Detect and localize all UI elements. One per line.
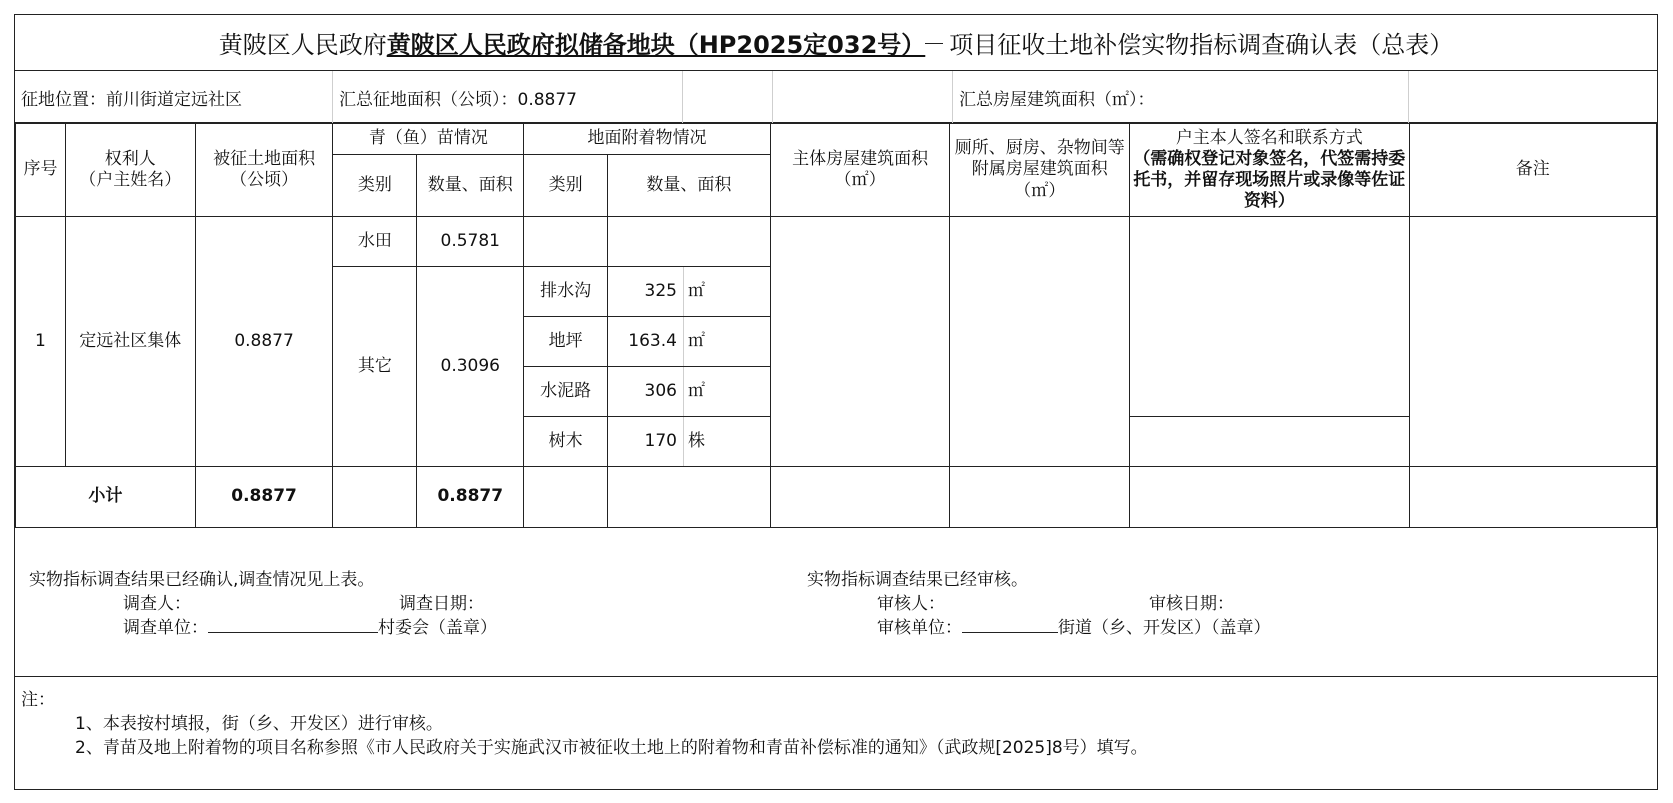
review-unit-blank[interactable] [962,616,1058,633]
reviewer-label: 审核人： [877,594,945,614]
row-sign[interactable] [1130,217,1409,417]
header-main-house-label: 主体房屋建筑面积 [792,148,929,169]
header-attach-qty: 数量、面积 [608,155,771,217]
note-item-1: 1、本表按村填报，街（乡、开发区）进行审核。 [75,714,443,734]
crop-type-cell: 水田 [333,217,417,267]
attach-qty-cell [608,217,771,267]
row-sign-extra[interactable] [1130,417,1409,467]
attach-type-cell: 水泥路 [524,367,608,417]
subtotal-aux-house [950,467,1130,528]
subtotal-crops-type [333,467,417,528]
investigate-unit-row [123,613,497,638]
header-crops-type: 类别 [333,155,417,217]
signature-block [15,547,1657,677]
header-land-area-label: 被征土地面积 [213,148,316,169]
info-row [15,71,1657,123]
attach-type-cell [524,217,608,267]
street-seal-label: 街道（乡、开发区）（盖章） [1058,618,1271,638]
header-sign-label: 户主本人签名和联系方式 [1175,127,1363,148]
attach-qty-cell: 170 [608,417,684,467]
subtotal-crops-qty: 0.8877 [417,467,524,528]
header-crops-qty: 数量、面积 [417,155,524,217]
row-main-house [770,217,950,467]
attach-qty-cell: 163.4 [608,317,684,367]
subtotal-land-area: 0.8877 [195,467,333,528]
village-seal-label: 村委会（盖章） [378,618,497,638]
attach-type-cell: 排水沟 [524,267,608,317]
note-item-2: 2、青苗及地上附着物的项目名称参照《市人民政府关于实施武汉市被征收土地上的附着物和青苗补偿标准的通知》（武政规[2025]8号）填写。 [75,738,1148,758]
title-underline-gap [925,42,943,44]
review-unit-row [877,613,1271,638]
subtotal-label: 小计 [16,467,196,528]
header-main-house-unit: （㎡） [834,170,886,190]
attach-unit-cell: ㎡ [683,317,770,367]
total-area-cell [333,71,683,123]
header-aux-house [950,124,1130,217]
header-main-house [770,124,950,217]
header-owner [65,124,195,217]
header-crops: 青（鱼）苗情况 [333,124,524,155]
info-empty-cell-3 [1409,71,1657,123]
title-project: 黄陂区人民政府拟储备地块（HP2025定032号） [386,31,926,59]
attach-type-cell: 地坪 [524,317,608,367]
header-attach-type: 类别 [524,155,608,217]
info-empty-cell [683,71,773,123]
header-sign [1130,124,1409,217]
attach-unit-cell: 株 [683,417,770,467]
location-cell [15,71,333,123]
subtotal-sign [1130,467,1409,528]
title-suffix: 项目征收土地补偿实物指标调查确认表（总表） [949,31,1454,59]
subtotal-attach-qty [608,467,771,528]
total-area-text: 汇总征地面积（公顷）：0.8877 [339,89,577,110]
notes-label: 注： [21,690,55,710]
left-confirm-text: 实物指标调查结果已经确认,调查情况见上表。 [29,570,375,590]
location-text: 征地位置：前川街道定远社区 [21,89,242,110]
header-owner-label: 权利人 [104,148,156,169]
investigate-date-label: 调查日期： [399,594,484,614]
header-aux-house-label: 厕所、厨房、杂物间等附属房屋建筑面积 [954,138,1125,180]
row-aux-house [950,217,1130,467]
review-unit-label: 审核单位： [877,618,962,638]
header-aux-house-unit: （㎡） [1014,180,1066,201]
attach-type-cell: 树木 [524,417,608,467]
row-owner: 定远社区集体 [65,217,195,467]
title-prefix: 黄陂区人民政府 [218,31,387,59]
notes-block [15,677,1657,789]
attach-qty-cell: 325 [608,267,684,317]
investigator-label: 调查人： [123,594,191,614]
subtotal-remark [1409,467,1657,528]
header-seq: 序号 [16,124,66,217]
info-empty-cell-2 [773,71,953,123]
row-land-area: 0.8877 [195,217,333,467]
review-date-label: 审核日期： [1149,594,1234,614]
header-attach: 地面附着物情况 [524,124,771,155]
header-remark: 备注 [1409,124,1657,217]
crop-qty-cell: 0.3096 [417,267,524,467]
header-land-area-sub: （公顷） [230,170,299,190]
subtotal-attach-type [524,467,608,528]
crop-qty-cell: 0.5781 [417,217,524,267]
attach-unit-cell: ㎡ [683,367,770,417]
investigate-unit-blank[interactable] [208,616,378,633]
total-building-text: 汇总房屋建筑面积（㎡）： [959,89,1155,110]
row-remark [1409,217,1657,467]
attach-unit-cell: ㎡ [683,267,770,317]
document-title [15,15,1657,71]
row-seq: 1 [16,217,66,467]
header-sign-note: （需确权登记对象签名，代签需持委托书，并留存现场照片或录像等佐证资料） [1133,148,1406,212]
right-confirm-text: 实物指标调查结果已经审核。 [807,570,1028,590]
attach-qty-cell: 306 [608,367,684,417]
header-owner-sub: （户主姓名） [79,170,182,190]
header-land-area [195,124,333,217]
crop-type-cell: 其它 [333,267,417,467]
subtotal-main-house [770,467,950,528]
survey-sheet [14,14,1658,790]
total-building-cell [953,71,1409,123]
investigate-unit-label: 调查单位： [123,618,208,638]
survey-table [15,123,1657,528]
